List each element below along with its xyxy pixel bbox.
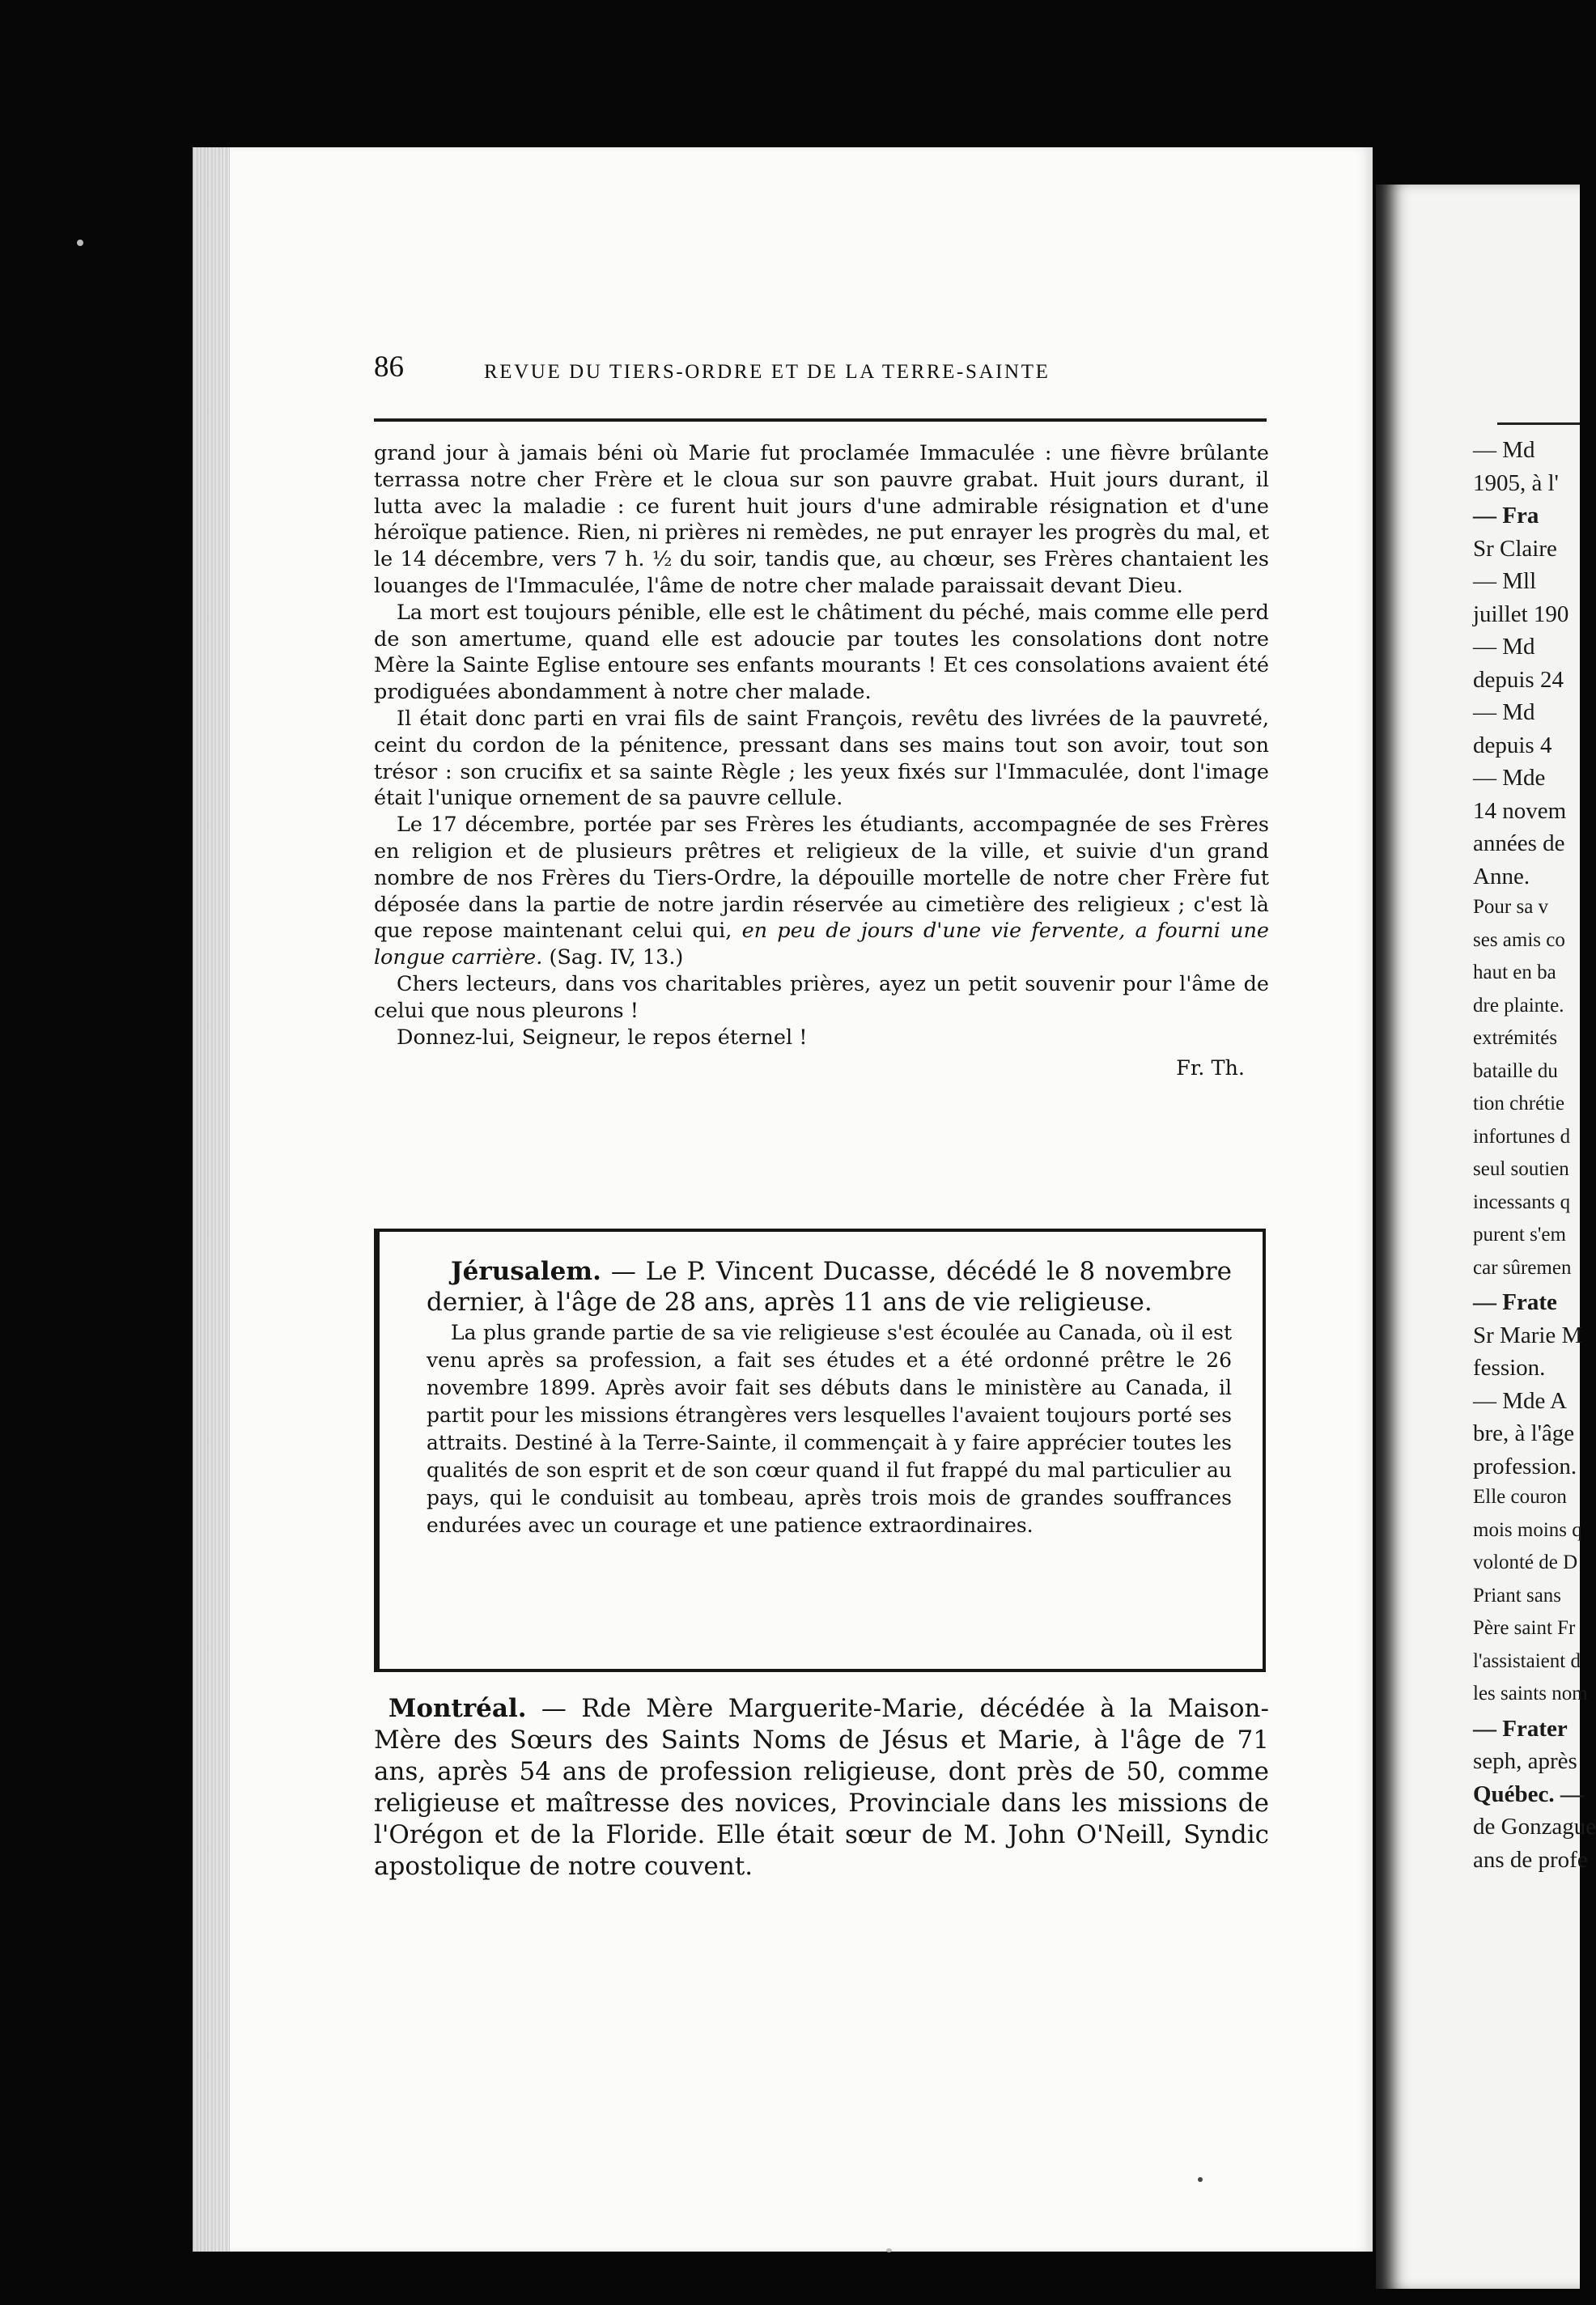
adjacent-page-line: — Mde A xyxy=(1473,1387,1567,1414)
adjacent-page-line: Priant sans xyxy=(1473,1584,1562,1607)
adjacent-page-line: de Gonzague xyxy=(1473,1814,1596,1840)
jerusalem-notice-box xyxy=(374,1229,1266,1672)
obituary-continued xyxy=(374,440,1269,1082)
adjacent-page-line: Sr Marie M xyxy=(1473,1322,1583,1348)
adjacent-page-rule xyxy=(1497,422,1580,425)
adjacent-page-line: mois moins q xyxy=(1473,1518,1582,1541)
page-edge-shading xyxy=(193,147,230,2252)
adjacent-page-line: ses amis co xyxy=(1473,928,1565,951)
adjacent-page-line: juillet 190 xyxy=(1473,601,1569,627)
adjacent-page-line: — Md xyxy=(1473,699,1535,725)
paragraph: Chers lecteurs, dans vos charitables prières, ayez un petit souvenir pour l'âme de celui que nous pleurons ! xyxy=(374,971,1269,1023)
adjacent-page-line: Anne. xyxy=(1473,863,1530,889)
adjacent-page-line: incessants q xyxy=(1473,1191,1571,1213)
adjacent-page-line: profession. xyxy=(1473,1453,1577,1479)
page-number: 86 xyxy=(374,350,404,384)
obituary-text: — Rde Mère Marguerite-Marie, décédée à la Maison-Mère des Sœurs des Saints Noms de Jésus et Marie, à l'âge de 71 ans, après 54 ans de profession religieuse, dont près de 50, comme religieuse et maîtresse des novices, Provinciale dans les missions de l'Orégon et de la Floride. Elle était sœur de M. John O'Neill, Syndic apostolique de notre couvent. xyxy=(374,1694,1269,1881)
adjacent-page-line: — Frater xyxy=(1473,1715,1568,1742)
paragraph: Il était donc parti en vrai fils de saint François, revêtu des livrées de la pauvreté, ceint du cordon de la pénitence, pressant dans ses mains tout son avoir, tout son trésor : son crucifix et sa sainte Règle ; les yeux fixés sur l'Immaculée, dont l'image était l'unique ornement de sa pauvre cellule. xyxy=(374,706,1269,811)
author-signature: Fr. Th. xyxy=(1176,1056,1245,1081)
paragraph: La mort est toujours pénible, elle est le châtiment du péché, mais comme elle perd de son amertume, quand elle est adoucie par toutes les consolations dont notre Mère la Sainte Eglise entoure ses enfants mourants ! Et ces consolations avaient été prodiguées abondamment à notre cher malade. xyxy=(374,600,1269,705)
place-name: Jérusalem. xyxy=(451,1257,601,1286)
scripture-reference: (Sag. IV, 13.) xyxy=(542,945,684,970)
notice-lead xyxy=(427,1256,1232,1318)
speck xyxy=(77,240,83,246)
running-title: REVUE DU TIERS-ORDRE ET DE LA TERRE-SAINTE xyxy=(484,361,1051,383)
speck xyxy=(886,2248,892,2252)
adjacent-page-line: — Mll xyxy=(1473,568,1537,594)
adjacent-page-line: — Md xyxy=(1473,437,1535,463)
adjacent-page-line: Québec. — xyxy=(1473,1781,1584,1807)
paragraph-text: Le 17 décembre, portée par ses Frères les étudiants, accompagnée de ses Frères en religion et de plusieurs prêtres et religieux de la ville, et suivie d'un grand nombre de nos Frères du Tiers-Ordre, la dépouille mortelle de notre cher Frère fut déposée dans la partie de notre jardin réservée au cimetière des religieux ; c'est là que repose maintenant celui qui, xyxy=(374,813,1269,944)
adjacent-page-line: l'assistaient d xyxy=(1473,1649,1581,1672)
notice-lead-text: — Le P. Vincent Ducasse, décédé le 8 novembre dernier, à l'âge de 28 ans, après 11 ans de vie religieuse. xyxy=(427,1257,1232,1317)
adjacent-page-line: 1905, à l' xyxy=(1473,469,1559,496)
adjacent-page-line: dre plainte. xyxy=(1473,994,1564,1017)
adjacent-page-line: purent s'em xyxy=(1473,1224,1566,1246)
adjacent-page-line: Pour sa v xyxy=(1473,896,1549,918)
adjacent-page-line: car sûremen xyxy=(1473,1256,1572,1279)
paragraph: Donnez-lui, Seigneur, le repos éternel ! xyxy=(397,1025,808,1050)
adjacent-page-line: seul soutien xyxy=(1473,1158,1569,1180)
adjacent-page-line: bataille du xyxy=(1473,1059,1558,1082)
adjacent-page-line: — Fra xyxy=(1473,503,1539,528)
montreal-obituary xyxy=(374,1693,1269,1883)
adjacent-page-line: 14 novem xyxy=(1473,797,1567,824)
paragraph xyxy=(374,1693,1269,1883)
place-name: Montréal. xyxy=(388,1694,527,1723)
adjacent-page-line: ans de profe xyxy=(1473,1846,1588,1873)
adjacent-page-line: fession. xyxy=(1473,1355,1546,1381)
running-header xyxy=(374,350,1264,390)
adjacent-page-line: haut en ba xyxy=(1473,961,1556,983)
adjacent-page-line: — Mde xyxy=(1473,765,1546,791)
adjacent-page-line: infortunes d xyxy=(1473,1125,1571,1148)
adjacent-page-line: seph, après xyxy=(1473,1748,1577,1774)
adjacent-page-line: Sr Claire xyxy=(1473,535,1557,562)
adjacent-page-line: Père saint Fr xyxy=(1473,1617,1576,1639)
scripture-quote: en peu de jours d'une vie fervente, a fourni une longue carrière. xyxy=(374,919,1269,970)
adjacent-page-line: extrémités xyxy=(1473,1027,1558,1049)
speck xyxy=(1198,2177,1203,2182)
header-rule xyxy=(374,418,1267,422)
adjacent-page-line: — Md xyxy=(1473,634,1535,660)
adjacent-page-line: depuis 24 xyxy=(1473,666,1564,693)
adjacent-page-line: tion chrétie xyxy=(1473,1093,1565,1114)
paragraph: grand jour à jamais béni où Marie fut proclamée Immaculée : une fièvre brûlante terrassa notre cher Frère et le cloua sur son pauvre grabat. Huit jours durant, il lutta avec la maladie : ce furent huit jours d'une admirable résignation et d'une héroïque patience. Rien, ni prières ni remèdes, ne put enrayer les progrès du mal, et le 14 décembre, vers 7 h. ½ du soir, tandis que, au chœur, ses Frères chantaient les louanges de l'Immaculée, l'âme de notre cher malade paraissait devant Dieu. xyxy=(374,441,1269,598)
adjacent-page-line: depuis 4 xyxy=(1473,732,1552,758)
adjacent-page-line: — Frate xyxy=(1473,1289,1557,1315)
adjacent-page-line: les saints nom xyxy=(1473,1683,1588,1704)
adjacent-page-line: Elle couron xyxy=(1473,1486,1567,1508)
adjacent-page-line: volonté de D xyxy=(1473,1552,1578,1573)
notice-body: La plus grande partie de sa vie religieuse s'est écoulée au Canada, où il est venu après sa profession, a fait ses études et a été ordonné prêtre le 26 novembre 1899. Après avoir fait ses débuts dans le ministère au Canada, il partit pour les missions étrangères vers lesquelles l'avaient toujours porté ses attraits. Destiné à la Terre-Sainte, il commençait à y faire apprécier toutes les qualités de son esprit et de son cœur quand il fut frappé du mal particulier au pays, qui le conduisit au tombeau, après trois mois de grandes souffrances endurées avec un courage et une patience extraordinaires. xyxy=(427,1321,1232,1537)
adjacent-page-line: années de xyxy=(1473,830,1565,856)
adjacent-page-line: bre, à l'âge xyxy=(1473,1420,1575,1446)
paragraph xyxy=(374,812,1269,971)
notice-content xyxy=(427,1256,1232,1539)
